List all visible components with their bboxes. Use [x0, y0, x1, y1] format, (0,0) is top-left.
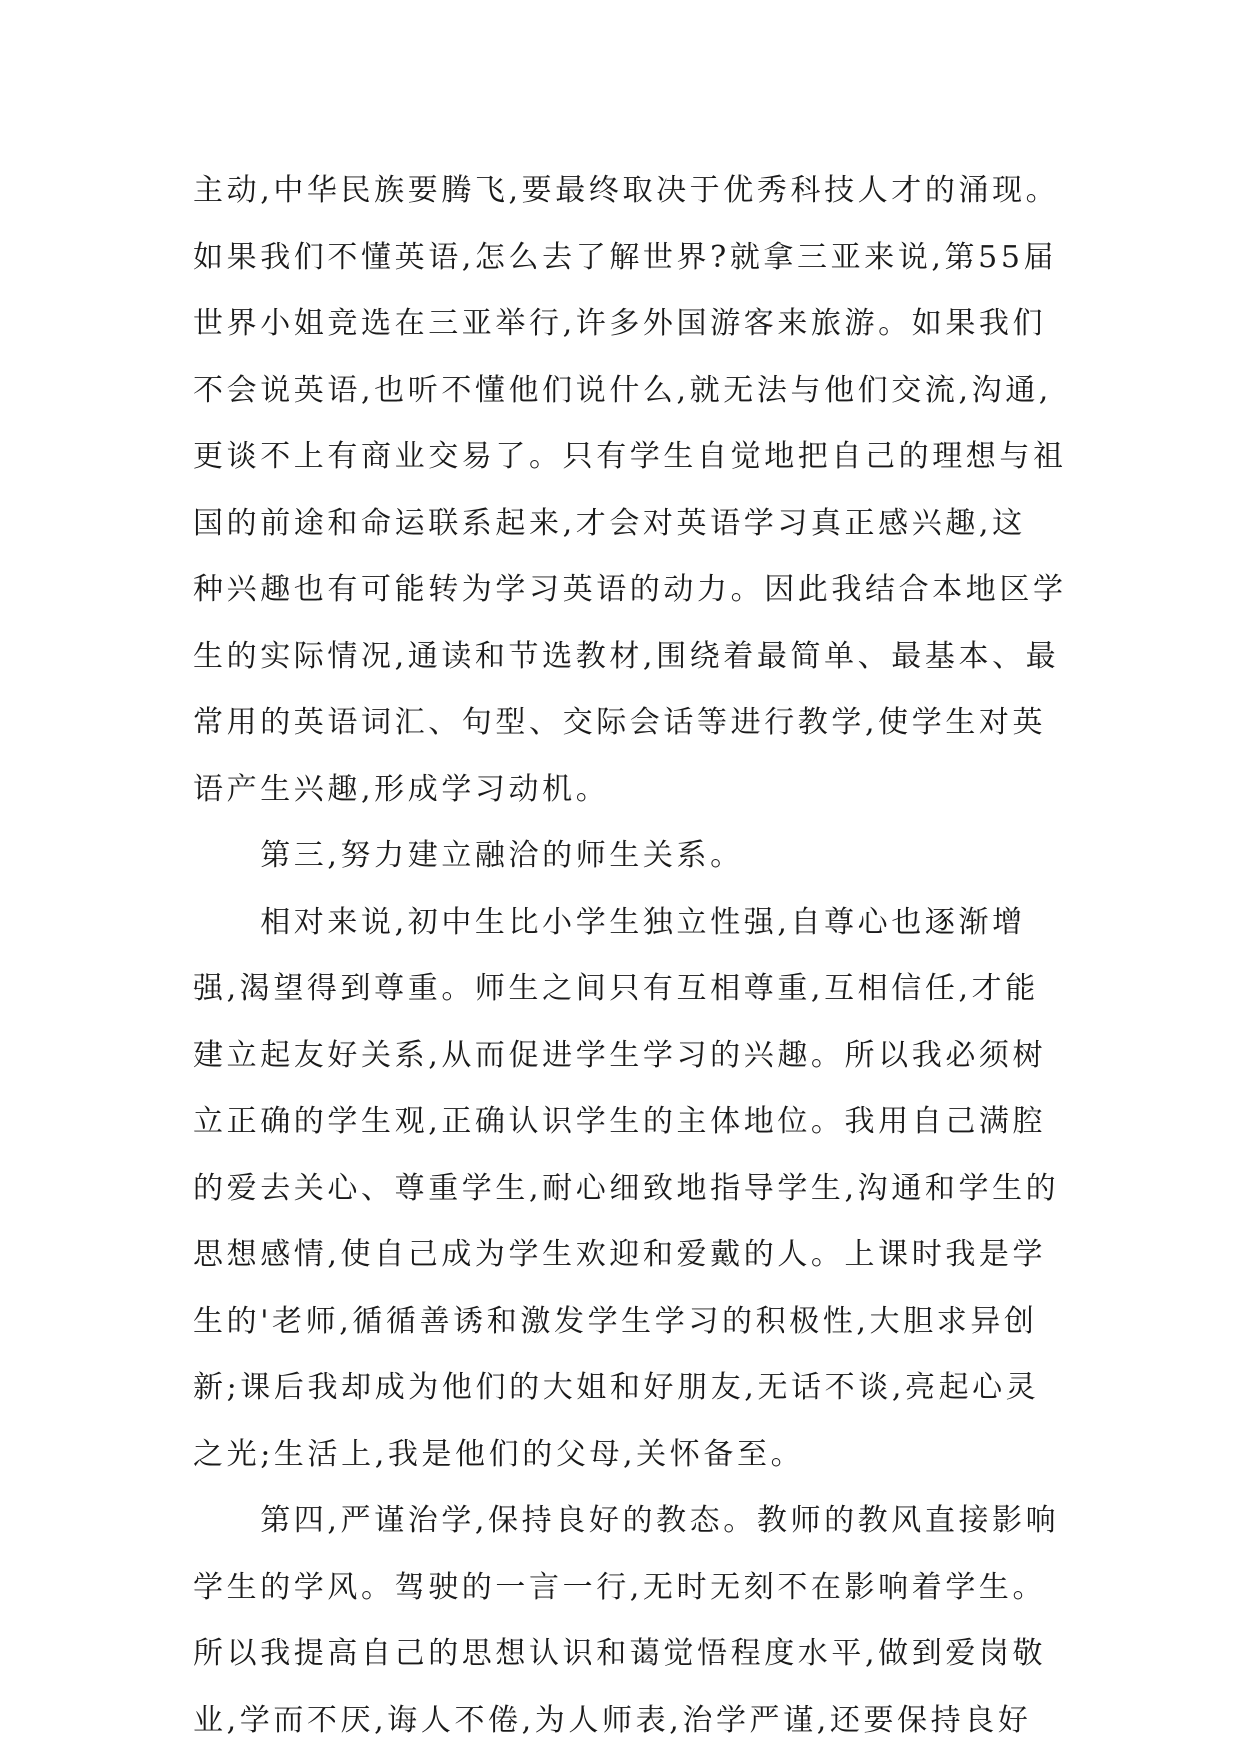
text-line: 主动,中华民族要腾飞,要最终取决于优秀科技人才的涌现。	[193, 173, 1060, 208]
section-heading-fourth: 第四,严谨治学,保持良好的教态。教师的教风直接影响	[193, 1503, 1060, 1538]
text-line: 世界小姐竞选在三亚举行,许多外国游客来旅游。如果我们	[193, 306, 1047, 341]
text-line: 学生的学风。驾驶的一言一行,无时无刻不在影响着学生。	[193, 1569, 1047, 1605]
text-line: 生的实际情况,通读和节选教材,围绕着最简单、最基本、最	[193, 638, 1060, 674]
text-line: 如果我们不懂英语,怎么去了解世界?就拿三亚来说,第55届	[193, 239, 1058, 275]
text-line: 业,学而不厌,诲人不倦,为人师表,治学严谨,还要保持良好	[193, 1702, 1032, 1738]
text-line: 常用的英语词汇、句型、交际会话等进行教学,使学生对英	[193, 705, 1047, 740]
text-line: 所以我提高自己的思想认识和蔼觉悟程度水平,做到爱岗敬	[193, 1636, 1047, 1671]
text-line: 强,渴望得到尊重。师生之间只有互相尊重,互相信任,才能	[193, 971, 1039, 1006]
text-line: 新;课后我却成为他们的大姐和好朋友,无话不谈,亮起心灵	[193, 1370, 1040, 1405]
text-line: 立正确的学生观,正确认识学生的主体地位。我用自己满腔	[193, 1104, 1047, 1139]
text-line: 生的'老师,循循善诱和激发学生学习的积极性,大胆求异创	[193, 1303, 1038, 1339]
document-body	[193, 158, 1073, 1754]
text-line: 思想感情,使自己成为学生欢迎和爱戴的人。上课时我是学	[193, 1237, 1047, 1272]
text-line: 建立起友好关系,从而促进学生学习的兴趣。所以我必须树	[193, 1037, 1047, 1073]
text-line: 国的前途和命运联系起来,才会对英语学习真正感兴趣,这	[193, 505, 1026, 541]
text-line: 不会说英语,也听不懂他们说什么,就无法与他们交流,沟通,	[193, 372, 1052, 408]
text-line: 相对来说,初中生比小学生独立性强,自尊心也逐渐增	[193, 904, 1026, 940]
text-line: 之光;生活上,我是他们的父母,关怀备至。	[193, 1436, 805, 1472]
text-line: 的爱去关心、尊重学生,耐心细致地指导学生,沟通和学生的	[193, 1170, 1060, 1206]
text-line: 种兴趣也有可能转为学习英语的动力。因此我结合本地区学	[193, 572, 1067, 607]
section-heading-third: 第三,努力建立融洽的师生关系。	[193, 838, 744, 873]
text-line: 更谈不上有商业交易了。只有学生自觉地把自己的理想与祖	[193, 439, 1067, 474]
text-line: 语产生兴趣,形成学习动机。	[193, 771, 610, 807]
